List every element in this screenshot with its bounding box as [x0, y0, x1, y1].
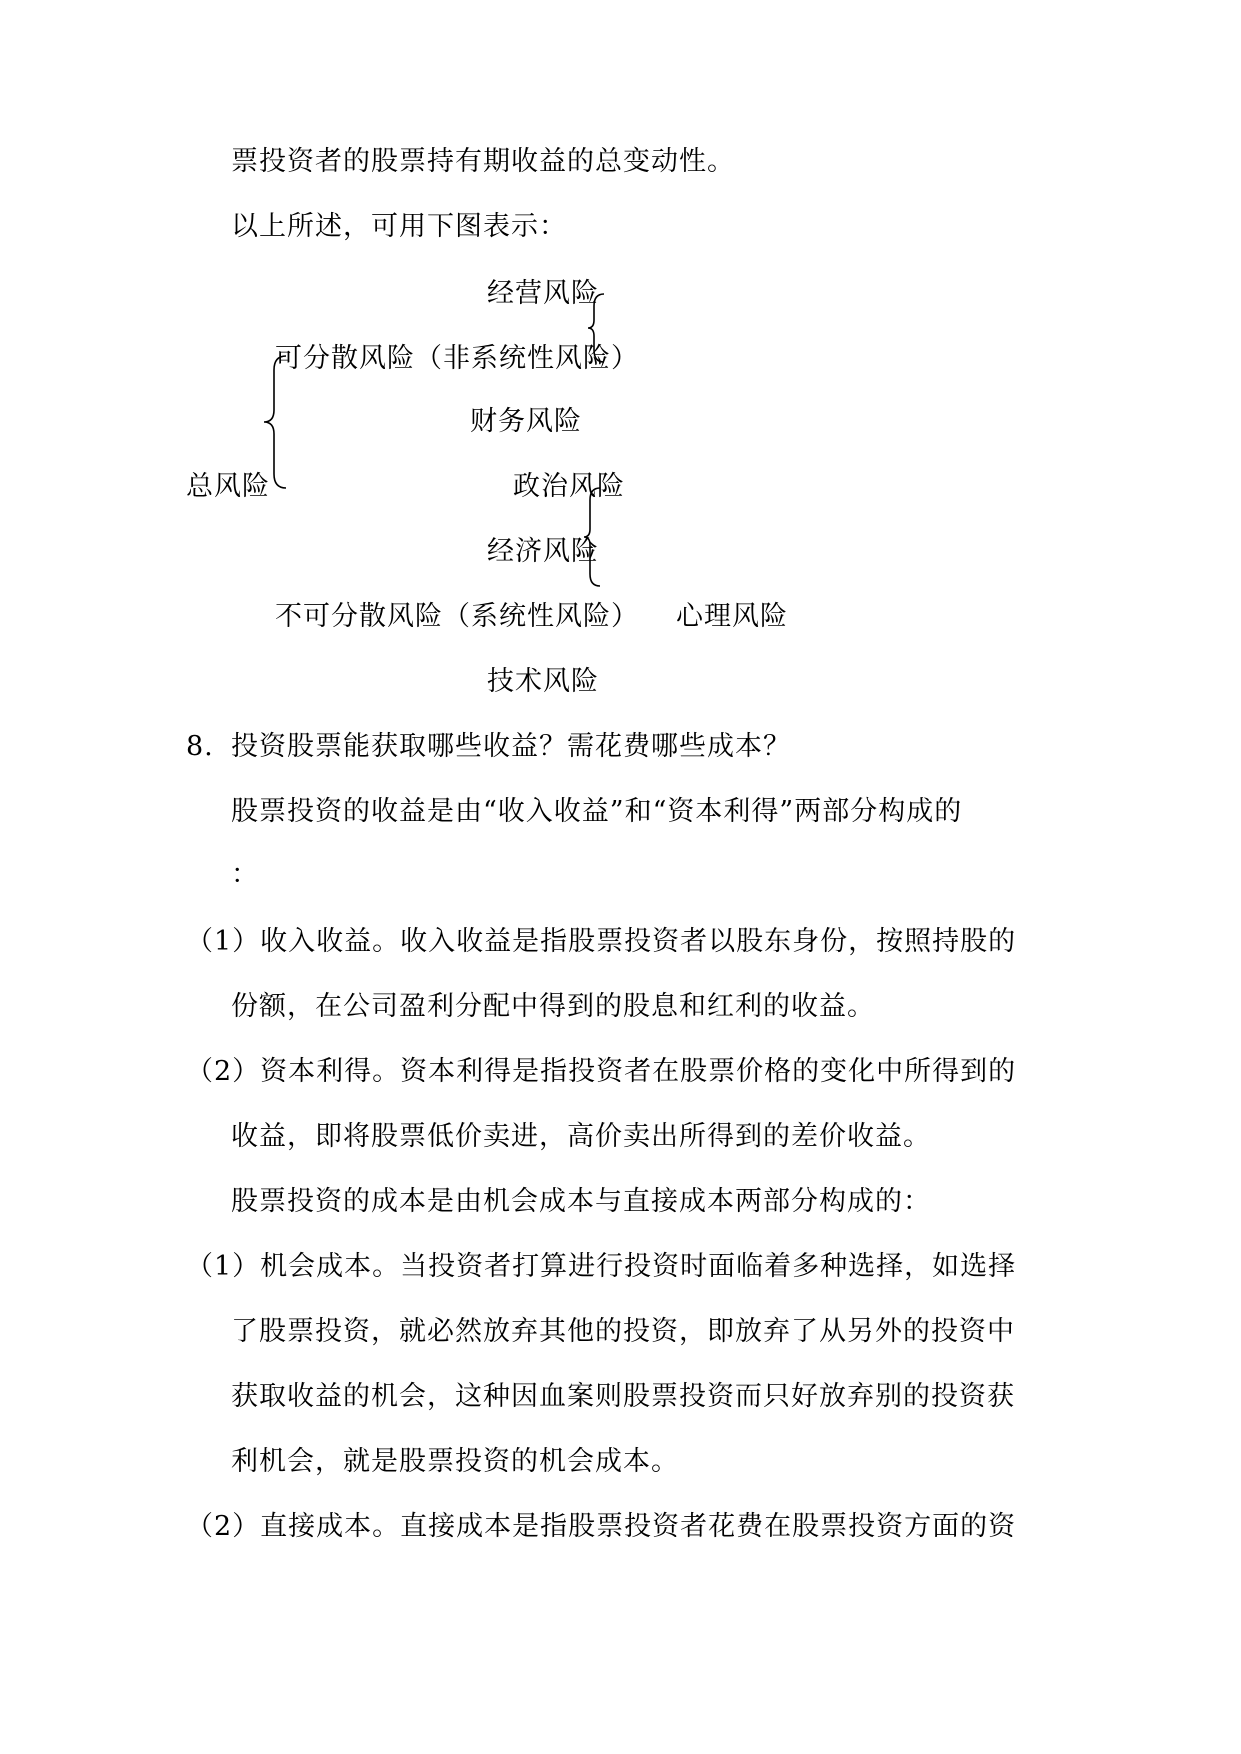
income-return-item-line-2: 份额，在公司盈利分配中得到的股息和红利的收益。: [231, 991, 875, 1022]
financial-risk-label: 财务风险: [470, 406, 582, 437]
intro-line-1: 票投资者的股票持有期收益的总变动性。: [231, 146, 735, 177]
technical-risk-label: 技术风险: [487, 666, 599, 697]
political-risk-label: 政治风险: [513, 471, 625, 502]
capital-gain-item-line-2: 收益，即将股票低价卖进，高价卖出所得到的差价收益。: [231, 1121, 931, 1152]
opportunity-cost-line-3: 获取收益的机会，这种因血案则股票投资而只好放弃别的投资获: [231, 1381, 1015, 1412]
costs-intro: 股票投资的成本是由机会成本与直接成本两部分构成的：: [231, 1186, 931, 1217]
nondiversifiable-risk-label: 不可分散风险（系统性风险）: [275, 601, 639, 632]
economic-risk-label: 经济风险: [487, 536, 599, 567]
business-risk-label: 经营风险: [487, 278, 599, 309]
returns-intro-tail: ：: [231, 859, 259, 890]
total-risk-label: 总风险: [186, 471, 270, 502]
capital-gain-item-line-1: （2）资本利得。资本利得是指投资者在股票价格的变化中所得到的: [186, 1056, 1017, 1087]
diversifiable-risk-label: 可分散风险（非系统性风险）: [275, 343, 639, 374]
section-question: 投资股票能获取哪些收益？需花费哪些成本？: [231, 731, 791, 762]
opportunity-cost-line-2: 了股票投资，就必然放弃其他的投资，即放弃了从另外的投资中: [231, 1316, 1015, 1347]
opportunity-cost-line-4: 利机会，就是股票投资的机会成本。: [231, 1446, 679, 1477]
returns-intro: 股票投资的收益是由“收入收益”和“资本利得”两部分构成的: [231, 796, 963, 827]
intro-line-2: 以上所述，可用下图表示：: [231, 211, 567, 242]
income-return-item-line-1: （1）收入收益。收入收益是指股票投资者以股东身份，按照持股的: [186, 926, 1017, 957]
section-number: 8.: [186, 731, 214, 762]
direct-cost-line-1: （2）直接成本。直接成本是指股票投资者花费在股票投资方面的资: [186, 1511, 1017, 1542]
opportunity-cost-line-1: （1）机会成本。当投资者打算进行投资时面临着多种选择，如选择: [186, 1251, 1017, 1282]
psychological-risk-label: 心理风险: [676, 601, 788, 632]
